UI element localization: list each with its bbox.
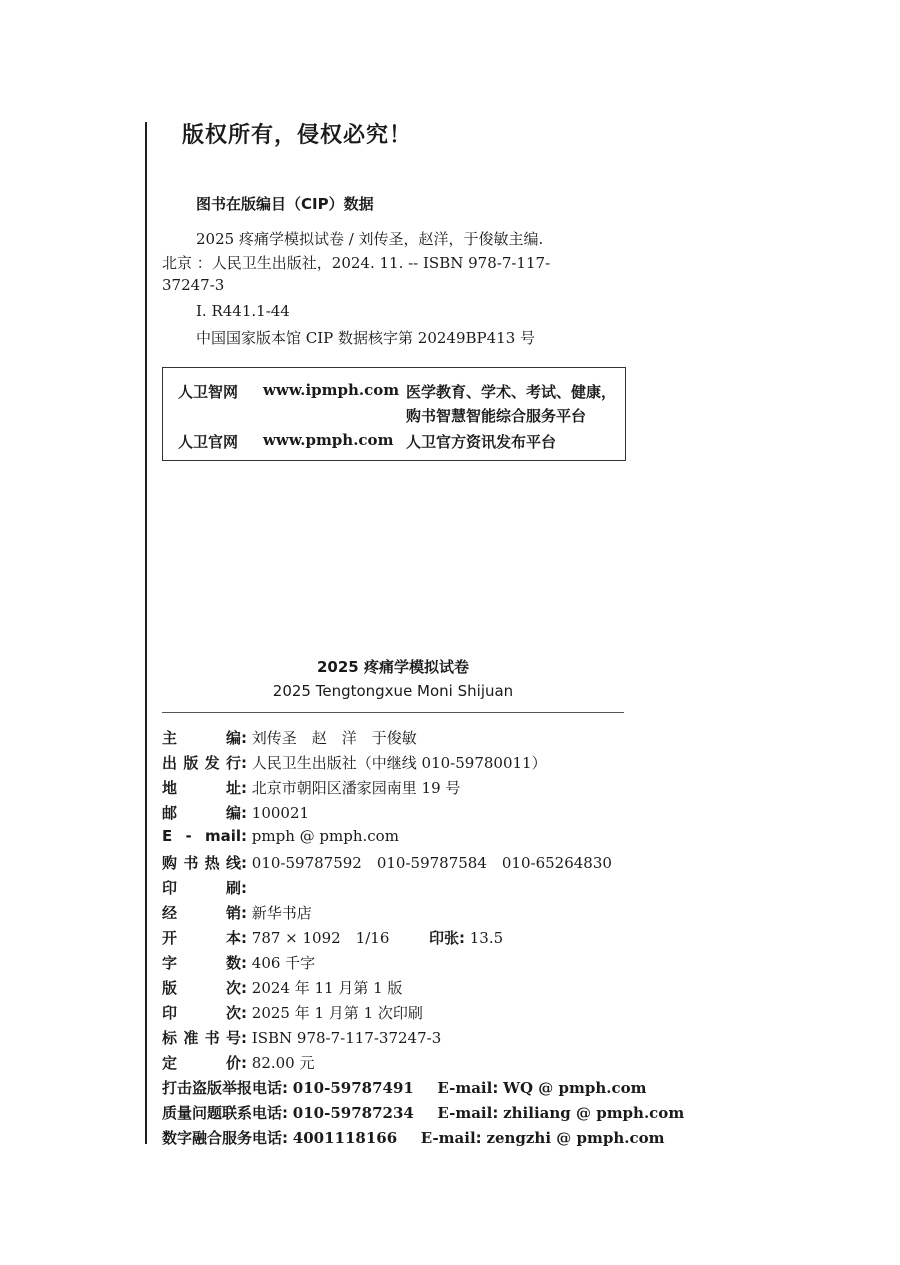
distributor-value: 新华书店 [251, 904, 312, 922]
piracy-email-label: E-mail [437, 1079, 493, 1097]
publisher-label: 出版发行 [162, 754, 241, 772]
postcode-value: 100021 [251, 804, 310, 822]
imprint-digital-contact: 数字融合服务电话: 4001118166 E-mail: zengzhi @ pmph.com [162, 1129, 665, 1147]
printing-label: 印次 [162, 1004, 241, 1022]
site-url-pmph[interactable]: www.pmph.com [263, 431, 394, 449]
digital-label: 数字融合服务电话 [162, 1129, 283, 1147]
imprint-piracy-contact: 打击盗版举报电话: 010-59787491 E-mail: WQ @ pmph.com [162, 1079, 647, 1097]
cip-line-4: Ⅰ. R441.1-44 [196, 302, 290, 320]
cip-line-1: 2025 疼痛学模拟试卷 / 刘传圣，赵洋，于俊敏主编. [196, 230, 544, 248]
format-value: 787 × 1092 1/16 [251, 929, 390, 947]
imprint-edition: 版次: 2024 年 11 月第 1 版 [162, 979, 403, 997]
imprint-isbn: 标准书号: ISBN 978-7-117-37247-3 [162, 1029, 442, 1047]
imprint-printing: 印次: 2025 年 1 月第 1 次印刷 [162, 1004, 423, 1022]
email-value[interactable]: pmph @ pmph.com [251, 827, 399, 845]
title-divider [162, 712, 624, 713]
margin-rule [145, 122, 147, 1144]
sheets-label: 印张 [428, 929, 459, 947]
site-name-pmph: 人卫官网 [178, 433, 239, 451]
printing-value: 2025 年 1 月第 1 次印刷 [251, 1004, 423, 1022]
address-value: 北京市朝阳区潘家园南里 19 号 [251, 779, 461, 797]
book-title-pinyin: 2025 Tengtongxue Moni Shijuan [272, 682, 514, 700]
isbn-label: 标准书号 [162, 1029, 241, 1047]
isbn-value: ISBN 978-7-117-37247-3 [251, 1029, 442, 1047]
imprint-price: 定价: 82.00 元 [162, 1054, 315, 1072]
imprint-printer: 印刷: [162, 879, 247, 897]
price-value: 82.00 元 [251, 1054, 315, 1072]
imprint-editors: 主编: 刘传圣 赵 洋 于俊敏 [162, 729, 417, 747]
imprint-postcode: 邮编: 100021 [162, 804, 310, 822]
copyright-notice: 版权所有，侵权必究！ [182, 123, 413, 148]
cip-line-3: 37247-3 [162, 276, 225, 294]
publisher-value: 人民卫生出版社（中继线 010-59780011） [251, 754, 547, 772]
quality-label: 质量问题联系电话 [162, 1104, 283, 1122]
editors-value: 刘传圣 赵 洋 于俊敏 [251, 729, 417, 747]
digital-email-label: E-mail [420, 1129, 476, 1147]
site-desc-ipmph-2: 购书智慧智能综合服务平台 [406, 407, 587, 425]
edition-value: 2024 年 11 月第 1 版 [251, 979, 403, 997]
digital-phone: 4001118166 [292, 1129, 398, 1147]
cip-heading: 图书在版编目（CIP）数据 [196, 195, 374, 213]
piracy-label: 打击盗版举报电话 [162, 1079, 283, 1097]
imprint-publisher: 出版发行: 人民卫生出版社（中继线 010-59780011） [162, 754, 547, 772]
imprint-format: 开本: 787 × 1092 1/16 印张: 13.5 [162, 929, 504, 947]
sheets-value: 13.5 [469, 929, 504, 947]
distributor-label: 经销 [162, 904, 241, 922]
imprint-words: 字数: 406 千字 [162, 954, 316, 972]
piracy-phone: 010-59787491 [292, 1079, 414, 1097]
imprint-address: 地址: 北京市朝阳区潘家园南里 19 号 [162, 779, 461, 797]
price-label: 定价 [162, 1054, 241, 1072]
site-desc-ipmph-1: 医学教育、学术、考试、健康， [406, 383, 617, 401]
imprint-hotline: 购书热线: 010-59787592 010-59787584 010-65264830 [162, 854, 612, 872]
postcode-label: 邮编 [162, 804, 241, 822]
words-value: 406 千字 [251, 954, 316, 972]
email-label: E - mail [162, 827, 241, 845]
address-label: 地址 [162, 779, 241, 797]
printer-label: 印刷 [162, 879, 241, 897]
websites-box [162, 367, 626, 461]
imprint-quality-contact: 质量问题联系电话: 010-59787234 E-mail: zhiliang @ pmph.com [162, 1104, 685, 1122]
piracy-email[interactable]: WQ @ pmph.com [503, 1079, 647, 1097]
words-label: 字数 [162, 954, 241, 972]
quality-phone: 010-59787234 [292, 1104, 414, 1122]
edition-label: 版次 [162, 979, 241, 997]
cip-line-2: 北京 ：人民卫生出版社，2024. 11. -- ISBN 978-7-117- [162, 254, 551, 272]
hotline-value: 010-59787592 010-59787584 010-65264830 [251, 854, 612, 872]
editors-label: 主编 [162, 729, 241, 747]
book-title-chinese: 2025 疼痛学模拟试卷 [317, 658, 469, 676]
quality-email[interactable]: zhiliang @ pmph.com [503, 1104, 685, 1122]
site-url-ipmph[interactable]: www.ipmph.com [263, 381, 400, 399]
imprint-email: E - mail: pmph @ pmph.com [162, 827, 399, 845]
cip-line-5: 中国国家版本馆 CIP 数据核字第 20249BP413 号 [196, 329, 536, 347]
site-name-ipmph: 人卫智网 [178, 383, 239, 401]
imprint-distributor: 经销: 新华书店 [162, 904, 312, 922]
digital-email[interactable]: zengzhi @ pmph.com [486, 1129, 665, 1147]
hotline-label: 购书热线 [162, 854, 241, 872]
quality-email-label: E-mail [437, 1104, 493, 1122]
site-desc-pmph: 人卫官方资讯发布平台 [406, 433, 557, 451]
format-label: 开本 [162, 929, 241, 947]
